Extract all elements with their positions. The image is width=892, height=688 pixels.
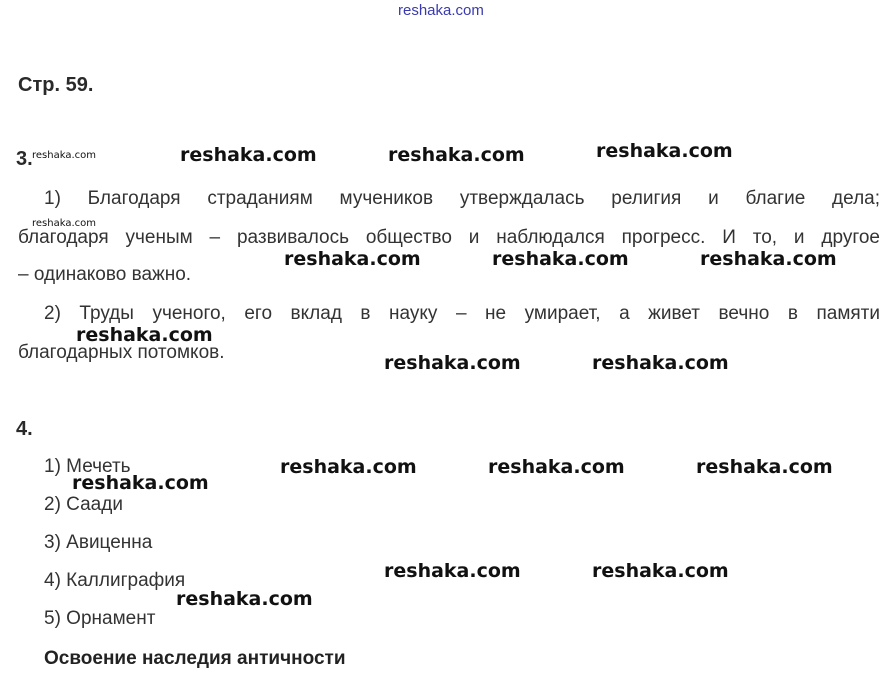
task-4-item: 5) Орнамент (44, 608, 156, 629)
watermark: reshaka.com (492, 248, 629, 270)
watermark: reshaka.com (280, 456, 417, 478)
watermark: reshaka.com (180, 144, 317, 166)
task-3-item-1-line-1: 1) Благодаря страданиям мучеников утверждалась религия и благие дела; (44, 188, 880, 209)
site-link[interactable]: reshaka.com (398, 2, 484, 19)
section-subheading: Освоение наследия античности (44, 648, 346, 669)
task-4-item: 2) Саади (44, 494, 123, 515)
watermark: reshaka.com (592, 352, 729, 374)
task-3-number: 3. (16, 148, 33, 170)
task-4-number: 4. (16, 418, 33, 440)
task-4-item: 4) Каллиграфия (44, 570, 186, 591)
task-3-item-1-line-3: – одинаково важно. (18, 264, 192, 285)
task-4-item: 3) Авиценна (44, 532, 153, 553)
watermark: reshaka.com (76, 324, 213, 346)
task-4-item: 1) Мечеть (44, 456, 131, 477)
page-reference: Стр. 59. (18, 74, 94, 96)
watermark: reshaka.com (284, 248, 421, 270)
watermark: reshaka.com (384, 560, 521, 582)
watermark: reshaka.com (592, 560, 729, 582)
watermark: reshaka.com (388, 144, 525, 166)
watermark: reshaka.com (176, 588, 313, 610)
task-3-item-2-line-2: благодарных потомков. (18, 342, 225, 363)
watermark-small: reshaka.com (32, 218, 96, 229)
watermark: reshaka.com (72, 472, 209, 494)
watermark: reshaka.com (596, 140, 733, 162)
watermark: reshaka.com (488, 456, 625, 478)
task-3-item-1-line-2: благодаря ученым – развивалось общество и наблюдался прогресс. И то, и другое (18, 227, 880, 248)
watermark: reshaka.com (384, 352, 521, 374)
watermark-small: reshaka.com (32, 150, 96, 161)
task-3-item-2-line-1: 2) Труды ученого, его вклад в науку – не умирает, а живет вечно в памяти (44, 303, 880, 324)
watermark: reshaka.com (700, 248, 837, 270)
watermark: reshaka.com (696, 456, 833, 478)
